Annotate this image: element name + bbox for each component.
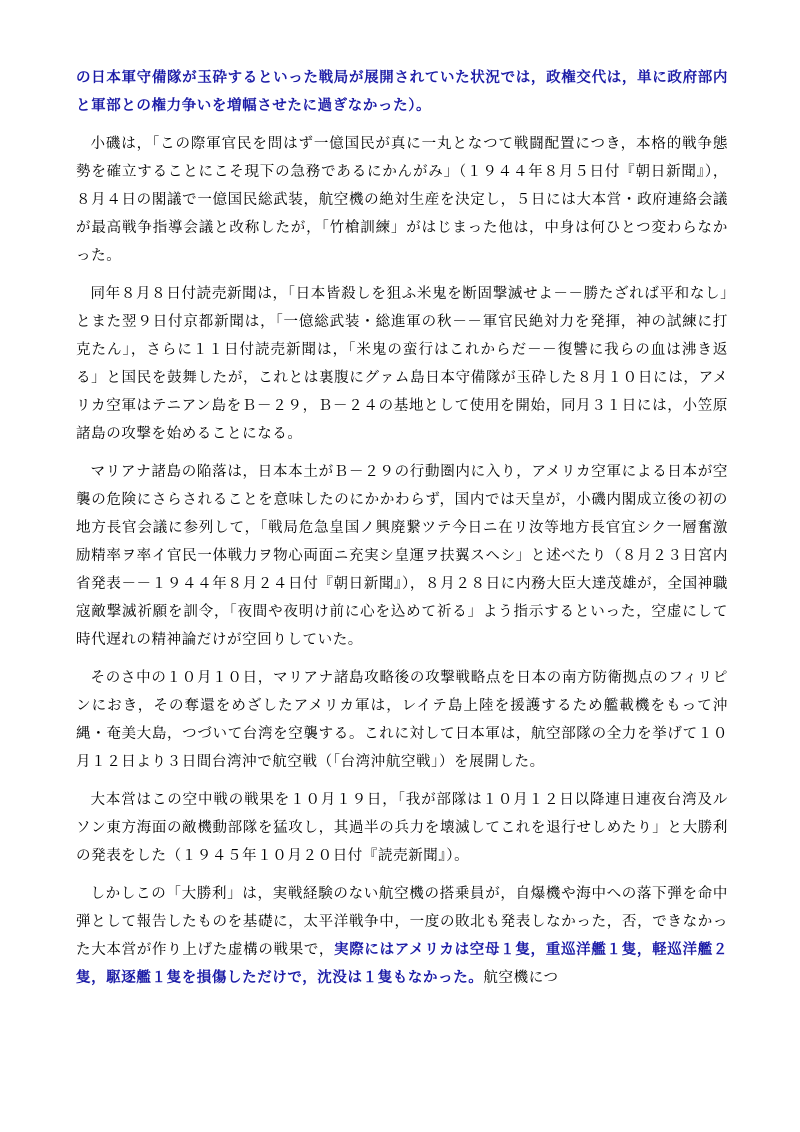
- paragraph-continuation: の日本軍守備隊が玉砕するといった戦局が展開されていた状況では，政権交代は，単に政府部内と軍部との権力争いを増幅させたに過ぎなかった）。: [76, 70, 728, 114]
- paragraph-koiso: 小磯は，「この際軍官民を問はず一億国民が真に一丸となつて戦闘配置につき，本格的戦争態勢を確立することにこそ現下の急務であるにかんがみ」（１９４４年８月５日付『朝日新聞』），８月４日の閣議で一億国民総武装，航空機の絶対生産を決定し，５日には大本営・政府連絡会議が最高戦争指導会議と改称したが，「竹槍訓練」がはじまった他は，中身は何ひとつ変わらなかった。: [76, 136, 728, 264]
- paragraph-newspapers: 同年８月８日付読売新聞は，「日本皆殺しを狙ふ米鬼を断固撃滅せよ－－勝たざれば平和なし」とまた翌９日付京都新聞は，「一億総武装・総進軍の秋－－軍官民絶対力を発揮，神の試練に打克たん」，さらに１１日付読売新聞は，「米鬼の蛮行はこれからだ－－復讐に我らの血は沸き返る」と国民を鼓舞したが，これとは裏腹にグァム島日本守備隊が玉砕した８月１０日には，アメリカ空軍はテニアン島をＢ－２９，Ｂ－２４の基地として使用を開始，同月３１日には，小笠原諸島の攻撃を始めることになる。: [76, 286, 728, 442]
- highlighted-text: 実際にはアメリカは空母１隻，重巡洋艦１隻，軽巡洋艦２隻，駆逐艦１隻を損傷しただけで，沈没は１隻もなかった。: [76, 942, 728, 986]
- paragraph-text: しかしこの「大勝利」は，実戦経験のない航空機の搭乗員が，自爆機や海中への落下弾を命中弾として報告したものを基礎に，太平洋戦争中，一度の敗北も発表しなかった，否，できなかった大本営が作り上げた虚構の戦果で，: [76, 886, 728, 958]
- paragraph-imperial-hq: 大本営はこの空中戦の戦果を１０月１９日，「我が部隊は１０月１２日以降連日連夜台湾及ルソン東方海面の敵機動部隊を猛攻し，其過半の兵力を壊滅してこれを退行せしめたり」と大勝利の発表をした（１９４５年１０月２０日付『読売新聞』）。: [76, 792, 728, 864]
- paragraph-great-victory: [76, 880, 728, 992]
- paragraph-october-10: そのさ中の１０月１０日，マリアナ諸島攻略後の攻撃戦略点を日本の南方防衛拠点のフィリピンにおき，その奪還をめざしたアメリカ軍は，レイテ島上陸を援護するため艦載機をもって沖縄・奄美大島，つづいて台湾を空襲する。これに対して日本軍は，航空部隊の全力を挙げて１０月１２日より３日間台湾沖で航空戦（「台湾沖航空戦」）を展開した。: [76, 670, 728, 770]
- paragraph-mariana: マリアナ諸島の陥落は，日本本土がＢ－２９の行動圏内に入り，アメリカ空軍による日本が空襲の危険にさらされることを意味したのにかかわらず，国内では天皇が，小磯内閣成立後の初の地方長官会議に参列して，「戦局危急皇国ノ興廃繋ツテ今日ニ在リ汝等地方長官宜シク一層奮激励精率ヲ率イ官民一体戦力ヲ物心両面ニ充実シ皇運ヲ扶翼スヘシ」と述べたり（８月２３日宮内省発表－－１９４４年８月２４日付『朝日新聞』），８月２８日に内務大臣大達茂雄が，全国神職寇敵撃滅祈願を訓令，「夜間や夜明け前に心を込めて祈る」よう指示するといった，空虚にして時代遅れの精神論だけが空回りしていた。: [76, 464, 728, 648]
- paragraph-text-tail: 航空機につ: [483, 970, 559, 986]
- document-page: [76, 64, 728, 1002]
